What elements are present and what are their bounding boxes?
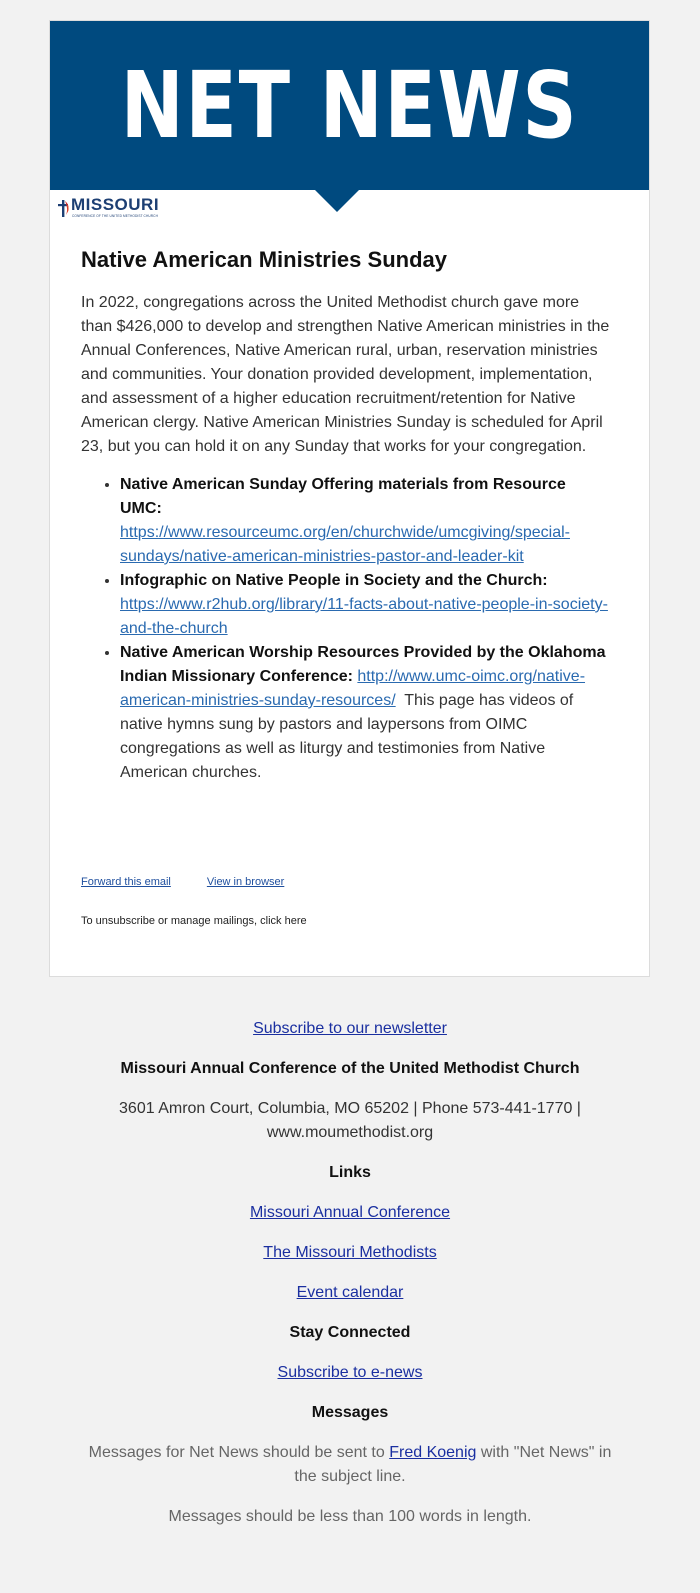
- unsubscribe-link[interactable]: To unsubscribe or manage mailings, click here: [81, 915, 307, 927]
- newsletter-title: NET NEWS: [120, 52, 579, 159]
- messages-limit: Messages should be less than 100 words in length.: [168, 1508, 532, 1525]
- organization-address: 3601 Amron Court, Columbia, MO 65202 | Phone 573-441-1770 | www.moumethodist.org: [119, 1100, 581, 1141]
- resource-item: [120, 569, 611, 641]
- resource-label: Infographic on Native People in Society and the Church:: [120, 572, 548, 589]
- resource-link[interactable]: http://www.umc-oimc.org/native-american-ministries-sunday-resources/: [120, 668, 586, 709]
- resource-item: [120, 641, 611, 785]
- header-banner: [50, 21, 649, 190]
- subscribe-enews-link[interactable]: Subscribe to e-news: [277, 1364, 423, 1381]
- article-intro: In 2022, congregations across the United Methodist church gave more than $426,000 to develop and strengthen Native American ministries in the Annual Conferences, Native American rural, urban, reservation ministries and communities. Your donation provided development, implementation, and assessment of a higher education recruitment/retention for Native American clergy. Native American Ministries Sunday is scheduled for April 23, but you can hold it on any Sunday that works for your congregation.: [81, 294, 610, 455]
- cross-flame-icon: [57, 198, 71, 218]
- resource-label: Native American Worship Resources Provided by the Oklahoma Indian Missionary Conference:: [120, 644, 606, 685]
- messages-heading: Messages: [311, 1404, 389, 1421]
- messages-text-after: with "Net News" in the subject line.: [294, 1444, 612, 1485]
- resource-link[interactable]: https://www.r2hub.org/library/11-facts-about-native-people-in-society-and-the-church: [120, 596, 608, 637]
- resource-item: [120, 473, 611, 569]
- resource-label: Native American Sunday Offering materials from Resource UMC:: [120, 476, 566, 517]
- banner-pointer: [315, 190, 359, 212]
- resource-link[interactable]: https://www.resourceumc.org/en/churchwide/umcgiving/special-sundays/native-american-ministries-pastor-and-leader-kit: [120, 524, 570, 565]
- organization-name: Missouri Annual Conference of the United Methodist Church: [120, 1060, 580, 1077]
- links-heading: Links: [329, 1164, 371, 1181]
- email-actions: [81, 876, 284, 888]
- contact-link[interactable]: Fred Koenig: [389, 1444, 477, 1461]
- missouri-conference-logo: [57, 195, 160, 220]
- event-calendar-link[interactable]: Event calendar: [296, 1284, 404, 1301]
- article-heading: Native American Ministries Sunday: [81, 247, 447, 272]
- messages-text-before: Messages for Net News should be sent to: [88, 1444, 385, 1461]
- subscribe-newsletter-link[interactable]: Subscribe to our newsletter: [253, 1020, 447, 1037]
- article: [81, 245, 611, 785]
- stay-connected-heading: Stay Connected: [289, 1324, 411, 1341]
- footer: [50, 1017, 650, 1529]
- messages-instructions: [80, 1441, 620, 1489]
- view-in-browser-link[interactable]: View in browser: [206, 876, 285, 888]
- missouri-methodists-link[interactable]: The Missouri Methodists: [263, 1244, 437, 1261]
- missouri-annual-conference-link[interactable]: Missouri Annual Conference: [249, 1204, 451, 1221]
- logo-text: MISSOURI: [71, 195, 160, 214]
- logo-subtext: CONFERENCE OF THE UNITED METHODIST CHURCH: [72, 214, 158, 218]
- forward-email-link[interactable]: Forward this email: [81, 876, 171, 888]
- resource-list: [81, 473, 611, 785]
- newsletter-card: [49, 20, 650, 977]
- resource-note: This page has videos of native hymns sung by pastors and laypersons from OIMC congregations as well as liturgy and testimonies from Native American churches.: [120, 692, 574, 781]
